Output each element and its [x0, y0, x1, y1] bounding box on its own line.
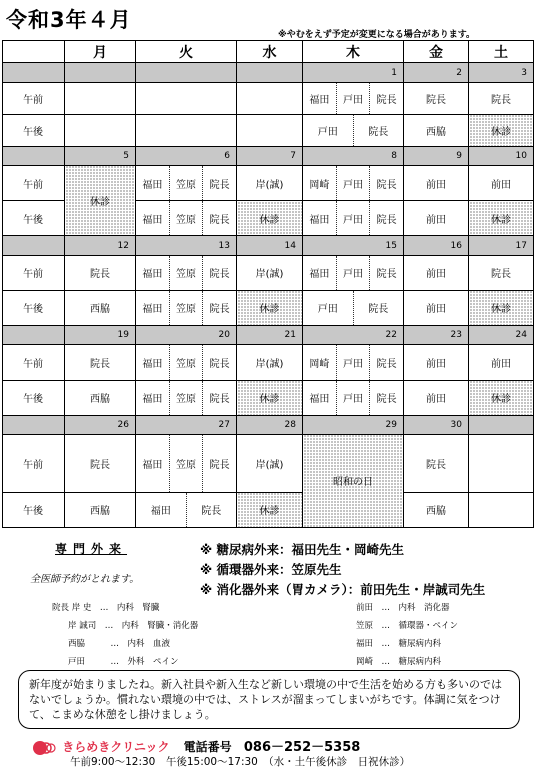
phone-number: 086－252－5358: [243, 740, 361, 755]
legend-title: 専門外来: [55, 542, 128, 556]
doctor-entry: 笠原 … 循環器・ペイン: [356, 621, 459, 631]
table-row: 午前 院長 福田 笠原 院長 岸(誠) 福田 戸田 院長 前田 院長: [3, 255, 534, 290]
doctor-entry: 岡崎 … 糖尿病内科: [356, 657, 442, 667]
date-row: 5 6 7 8 9 10: [3, 146, 534, 165]
holiday-cell: 休診: [469, 114, 534, 146]
showa-holiday: 昭和の日: [303, 434, 404, 527]
table-row: 午前 院長 福田 笠原 院長 岸(誠) 昭和の日 院長: [3, 434, 534, 492]
specialty-line: ※ 循環器外来：笠原先生: [200, 562, 342, 577]
weekday-fri: 金: [404, 41, 469, 63]
table-row: 午前 休診 福田 笠原 院長 岸(誠) 岡崎 戸田 院長 前田 前田: [3, 165, 534, 200]
date-row: 26 27 28 29 30: [3, 415, 534, 434]
doctor-entry: 前田 … 内科 消化器: [356, 603, 450, 613]
date-row: 19 20 21 22 23 24: [3, 326, 534, 345]
table-row: 午前 福田 戸田 院長 院長 院長: [3, 82, 534, 114]
legend-note: 全医師予約がとれます。: [30, 574, 140, 585]
weekday-sat: 土: [469, 41, 534, 63]
message-box: 新年度が始まりましたね。新入社員や新入生など新しい環境の中で生活を始める方も多いのではないでしょうか。慣れない環境の中では、ストレスが溜まってしまいがちです。体調に気をつけて、こまめな休憩をし掛けましょう。: [18, 670, 520, 729]
weekday-thu: 木: [303, 41, 404, 63]
am-label: 午前: [3, 82, 65, 114]
table-row: 午後 西脇 福田 笠原 院長 休診 戸田 院長 前田 休診: [3, 290, 534, 325]
specialty-line: ※ 消化器外来（胃カメラ）：前田先生・岸誠司先生: [200, 582, 486, 597]
phone-label: 電話番号: [183, 740, 232, 754]
table-row: 午後 西脇 福田 院長 休診 西脇: [3, 492, 534, 527]
table-row: 午後 戸田 院長 西脇 休診: [3, 114, 534, 146]
doctor-entry: 福田 … 糖尿病内科: [356, 639, 442, 649]
weekday-tue: 火: [136, 41, 237, 63]
change-notice: ※やむをえず予定が変更になる場合があります。: [278, 30, 476, 40]
page-title: 令和3年４月: [6, 8, 132, 32]
hours-text: 午前9:00～12:30 午後15:00～17:30 （水・土午後休診 日祝休診）: [70, 756, 411, 768]
table-row: 午後 福田 笠原 院長 休診 福田 戸田 院長 前田 休診: [3, 201, 534, 236]
weekday-mon: 月: [65, 41, 136, 63]
doctor-entry: 西脇 … 内科 血液: [68, 639, 171, 649]
table-row: 午前 院長 福田 笠原 院長 岸(誠) 岡崎 戸田 院長 前田 前田: [3, 345, 534, 380]
schedule-table: [2, 40, 534, 528]
doctor-entry: 岸 誠司 … 内科 腎臓・消化器: [68, 621, 199, 631]
corner-cell: [3, 41, 65, 63]
weekday-header-row: [3, 41, 534, 63]
pm-label: 午後: [3, 114, 65, 146]
clinic-footer: [32, 736, 502, 754]
table-row: 午後 西脇 福田 笠原 院長 休診 福田 戸田 院長 前田 休診: [3, 380, 534, 415]
specialty-line: ※ 糖尿病外来：福田先生・岡崎先生: [200, 542, 405, 557]
date-row: 1 2 3: [3, 63, 534, 82]
clinic-logo-icon: [32, 740, 58, 756]
clinic-name: きらめきクリニック: [62, 740, 170, 754]
date-row: 12 13 14 15 16 17: [3, 236, 534, 255]
doctor-entry: 院長 岸 史 … 内科 腎臓: [52, 603, 160, 613]
doctor-entry: 戸田 … 外科 ペイン: [68, 657, 179, 667]
weekday-wed: 水: [237, 41, 303, 63]
